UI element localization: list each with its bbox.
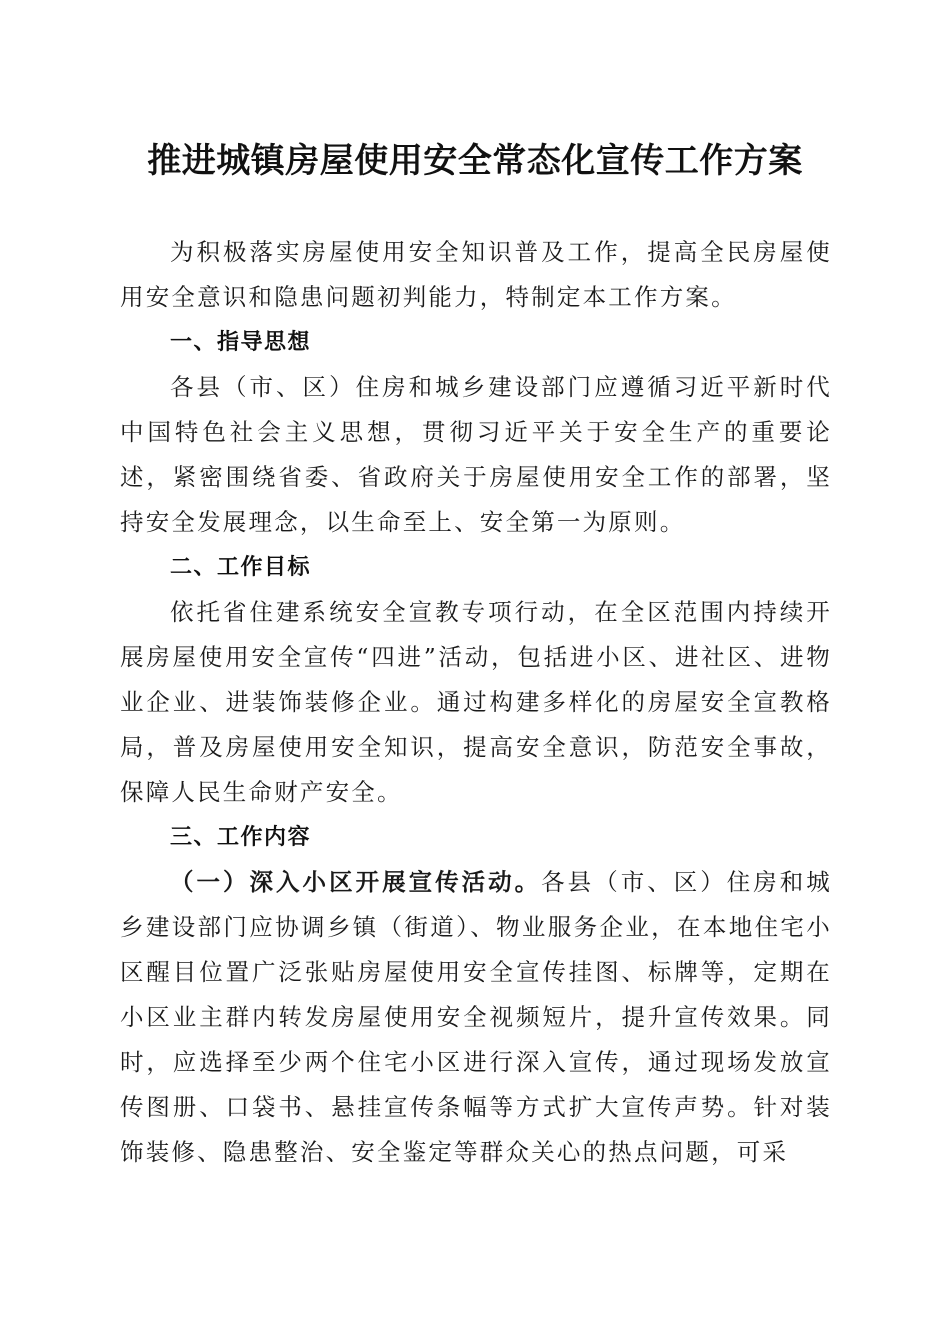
- section-heading-work-goals: 二、工作目标: [170, 555, 312, 580]
- section-paragraph-work-content: [120, 860, 832, 1175]
- subsection-text: 各县（市、区）住房和城乡建设部门应协调乡镇（街道）、物业服务企业，在本地住宅小区醒目位置广泛张贴房屋使用安全宣传挂图、标牌等，定期在小区业主群内转发房屋使用安全视频短片，提升宣传效果。同时，应选择至少两个住宅小区进行深入宣传，通过现场发放宣传图册、口袋书、悬挂宣传条幅等方式扩大宣传声势。针对装饰装修、隐患整治、安全鉴定等群众关心的热点问题，可采: [120, 868, 832, 1166]
- section-paragraph-work-goals: 依托省住建系统安全宣教专项行动，在全区范围内持续开展房屋使用安全宣传“四进”活动，包括进小区、进社区、进物业企业、进装饰装修企业。通过构建多样化的房屋安全宣教格局，普及房屋使用安全知识，提高安全意识，防范安全事故，保障人民生命财产安全。: [120, 598, 832, 806]
- document-title: 推进城镇房屋使用安全常态化宣传工作方案: [147, 141, 803, 181]
- document-body: [120, 230, 832, 1175]
- section-heading-work-content: 三、工作内容: [170, 825, 312, 850]
- intro-paragraph: 为积极落实房屋使用安全知识普及工作，提高全民房屋使用安全意识和隐患问题初判能力，特制定本工作方案。: [120, 238, 832, 311]
- section-paragraph-guiding-ideology: 各县（市、区）住房和城乡建设部门应遵循习近平新时代中国特色社会主义思想，贯彻习近平关于安全生产的重要论述，紧密围绕省委、省政府关于房屋使用安全工作的部署，坚持安全发展理念，以生命至上、安全第一为原则。: [120, 373, 832, 536]
- section-heading-guiding-ideology: 一、指导思想: [170, 330, 312, 355]
- subsection-lead: （一）深入小区开展宣传活动。: [170, 868, 542, 896]
